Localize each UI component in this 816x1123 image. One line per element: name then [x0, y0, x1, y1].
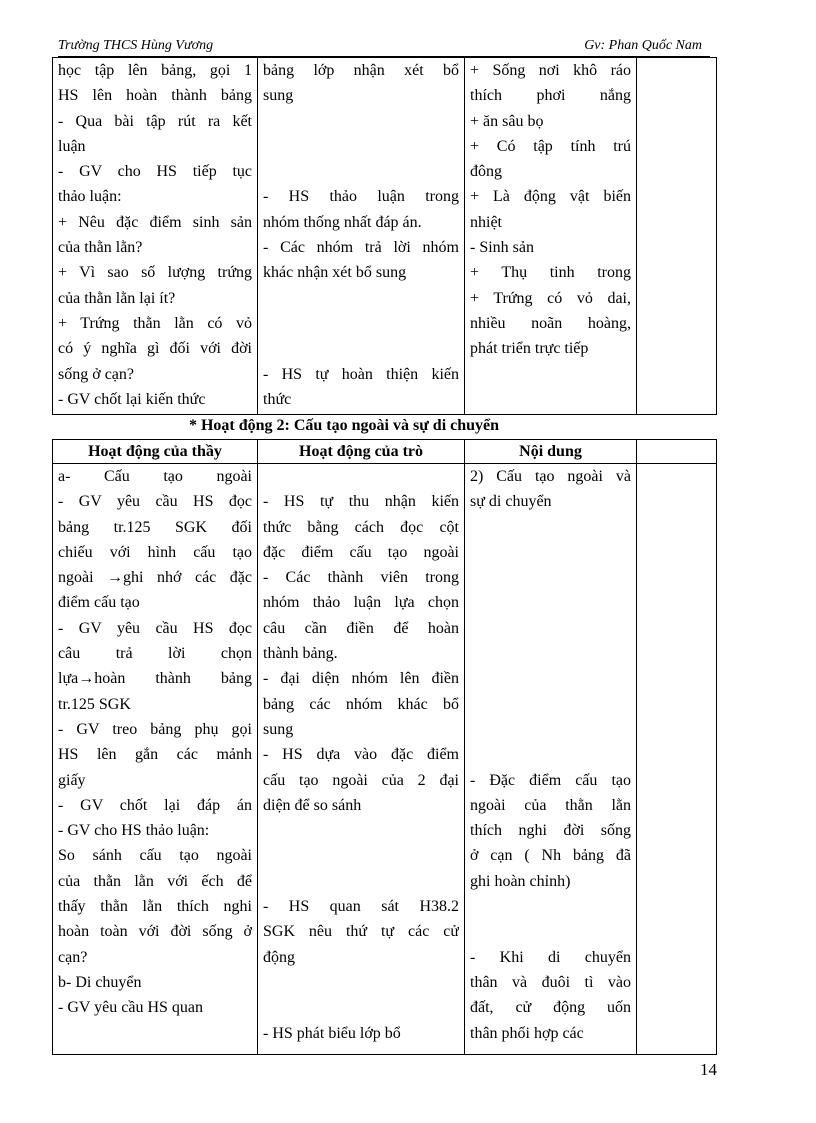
- text-line: [263, 843, 459, 868]
- text-line: - đại diện nhóm lên điền: [263, 670, 459, 688]
- text-line: [263, 464, 459, 489]
- student-activity-cell: [258, 464, 465, 1055]
- text-line: [263, 311, 459, 336]
- text-line: sự di chuyển: [470, 493, 552, 511]
- text-line: - HS quan sát H38.2: [263, 898, 459, 916]
- text-line: sống ở cạn?: [58, 365, 134, 383]
- text-line: ghi hoàn chỉnh): [470, 872, 571, 890]
- text-line: [470, 919, 631, 944]
- text-line: thích phơi nắng: [470, 87, 631, 105]
- text-line: tr.125 SGK: [58, 695, 131, 713]
- text-line: - Các thành viên trong: [263, 569, 459, 587]
- text-line: + Sống nơi khô ráo: [470, 62, 631, 79]
- text-line: đất, cử động uốn: [470, 999, 631, 1017]
- text-line: - HS tự thu nhận kiến: [263, 493, 459, 511]
- text-line: [470, 590, 631, 615]
- teacher-activity-cell: [53, 58, 258, 415]
- text-line: + Trứng thằn lằn có vỏ: [58, 314, 252, 332]
- text-line: thân và đuôi tì vào: [470, 973, 631, 991]
- text-line: HS lên hoàn thành bảng: [58, 87, 252, 105]
- teacher-activity-cell: [53, 464, 258, 1055]
- text-line: b- Di chuyển: [58, 973, 142, 991]
- text-line: - Các nhóm trả lời nhóm: [263, 239, 459, 257]
- teacher-name: Gv: Phan Quốc Nam: [584, 38, 702, 53]
- text-line: 2) Cấu tạo ngoài và: [470, 468, 631, 485]
- text-line: thành bảng.: [263, 645, 338, 663]
- text-line: - GV cho HS tiếp tục: [58, 163, 252, 181]
- text-line: + Thụ tinh trong: [470, 264, 631, 282]
- text-line: đông: [470, 163, 502, 181]
- text-line: - Đặc điểm cấu tạo: [470, 771, 631, 789]
- text-line: [263, 995, 459, 1020]
- text-line: [470, 641, 631, 666]
- text-line: thấy thằn lằn thích nghi: [58, 898, 252, 916]
- page-header: [58, 38, 710, 57]
- empty-cell: [637, 58, 717, 415]
- text-line: [470, 515, 631, 540]
- page-number: 14: [700, 1060, 717, 1079]
- text-line: cấu tạo ngoài của 2 đại: [263, 771, 459, 789]
- text-line: [470, 616, 631, 641]
- header-empty: [637, 440, 717, 464]
- text-line: - HS dựa vào đặc điểm: [263, 746, 459, 764]
- text-line: SGK nêu thứ tự các cử: [263, 923, 459, 941]
- content-cell: [465, 464, 637, 1055]
- text-line: - HS thảo luận trong: [263, 188, 459, 206]
- text-line: - GV chốt lại kiến thức: [58, 390, 206, 408]
- text-line: [470, 894, 631, 919]
- text-line: - GV yêu cầu HS quan: [58, 999, 204, 1017]
- text-line: [263, 970, 459, 995]
- text-line: - GV yêu cầu HS đọc: [58, 493, 252, 511]
- activity-table-1: [52, 57, 717, 415]
- text-line: lựa→hoàn thành bảng: [58, 670, 252, 688]
- text-line: học tập lên bảng, gọi 1: [58, 62, 252, 79]
- text-line: [470, 666, 631, 691]
- text-line: thích nghi đời sống: [470, 822, 631, 840]
- content-cell: [465, 58, 637, 415]
- text-line: a- Cấu tạo ngoài: [58, 468, 252, 485]
- text-line: - HS phát biểu lớp bổ: [263, 1024, 401, 1042]
- text-line: [263, 134, 459, 159]
- text-line: của thằn lằn lại ít?: [58, 289, 176, 307]
- text-line: [263, 869, 459, 894]
- text-line: câu trả lời chọn: [58, 645, 252, 663]
- text-line: thân phối hợp các: [470, 1024, 584, 1042]
- text-line: - HS tự hoàn thiện kiến: [263, 365, 459, 383]
- text-line: sung: [263, 87, 294, 105]
- text-line: của thằn lằn với ếch để: [58, 872, 252, 890]
- header-teacher: Hoạt động của thầy: [53, 440, 258, 464]
- text-line: [263, 336, 459, 361]
- text-line: - GV treo bảng phụ gọi: [58, 720, 252, 738]
- section-title: * Hoạt động 2: Cấu tạo ngoài và sự di chuyển: [188, 417, 500, 434]
- text-line: nhiệt: [470, 213, 502, 231]
- text-line: [470, 742, 631, 767]
- text-line: khác nhận xét bổ sung: [263, 264, 407, 282]
- text-line: - GV yêu cầu HS đọc: [58, 619, 252, 637]
- table-header-row: [53, 440, 717, 464]
- text-line: nhiều noãn hoàng,: [470, 314, 631, 332]
- header-student: Hoạt động của trò: [258, 440, 465, 464]
- text-line: luận: [58, 137, 86, 155]
- text-line: - Sinh sản: [470, 239, 534, 257]
- text-line: ở cạn ( Nh bảng đã: [470, 847, 631, 865]
- text-line: giấy: [58, 771, 86, 789]
- text-line: sung: [263, 720, 294, 738]
- text-line: thức: [263, 390, 292, 408]
- text-line: câu cần điền để hoàn: [263, 619, 459, 637]
- text-line: + Nêu đặc điểm sinh sản: [58, 213, 252, 231]
- text-line: nhóm thống nhất đáp án.: [263, 213, 422, 231]
- text-line: [263, 109, 459, 134]
- text-line: bảng các nhóm khác bổ: [263, 695, 459, 713]
- text-line: - Qua bài tập rút ra kết: [58, 112, 252, 130]
- activity-table-2: [52, 439, 717, 1055]
- student-activity-cell: [258, 58, 465, 415]
- text-line: ngoài →ghi nhớ các đặc: [58, 569, 252, 587]
- text-line: - Khi di chuyển: [470, 948, 631, 966]
- text-line: So sánh cấu tạo ngoài: [58, 847, 252, 865]
- text-line: động: [263, 948, 295, 966]
- text-line: cạn?: [58, 948, 88, 966]
- text-line: bảng tr.125 SGK đối: [58, 518, 252, 536]
- header-content: Nội dung: [465, 440, 637, 464]
- text-line: thảo luận:: [58, 188, 122, 206]
- text-line: diện để so sánh: [263, 796, 362, 814]
- text-line: HS lên gắn các mảnh: [58, 746, 252, 764]
- text-line: [263, 286, 459, 311]
- text-line: chiếu với hình cấu tạo: [58, 543, 252, 561]
- text-line: ngoài của thằn lằn: [470, 796, 631, 814]
- text-line: nhóm thảo luận lựa chọn: [263, 594, 459, 612]
- school-name: Trường THCS Hùng Vương: [58, 38, 214, 53]
- text-line: của thằn lằn?: [58, 239, 143, 257]
- text-line: [470, 565, 631, 590]
- text-line: - GV chốt lại đáp án: [58, 796, 252, 814]
- text-line: [263, 818, 459, 843]
- text-line: + Vì sao số lượng trứng: [58, 264, 252, 282]
- text-line: có ý nghĩa gì đối với đời: [58, 340, 252, 358]
- text-line: thức bằng cách đọc cột: [263, 518, 459, 536]
- text-line: [470, 540, 631, 565]
- text-line: + Là động vật biến: [470, 188, 631, 206]
- text-line: + Trứng có vỏ dai,: [470, 289, 631, 307]
- text-line: [263, 159, 459, 184]
- text-line: điểm cấu tạo: [58, 594, 140, 612]
- empty-cell: [637, 464, 717, 1055]
- text-line: [470, 692, 631, 717]
- text-line: [470, 717, 631, 742]
- text-line: bảng lớp nhận xét bổ: [263, 62, 459, 79]
- text-line: đặc điểm cấu tạo ngoài: [263, 543, 459, 561]
- text-line: + ăn sâu bọ: [470, 112, 544, 130]
- text-line: hoàn toàn với đời sống ở: [58, 923, 252, 941]
- text-line: phát triển trực tiếp: [470, 340, 589, 358]
- text-line: - GV cho HS thảo luận:: [58, 822, 210, 840]
- text-line: + Có tập tính trú: [470, 137, 631, 155]
